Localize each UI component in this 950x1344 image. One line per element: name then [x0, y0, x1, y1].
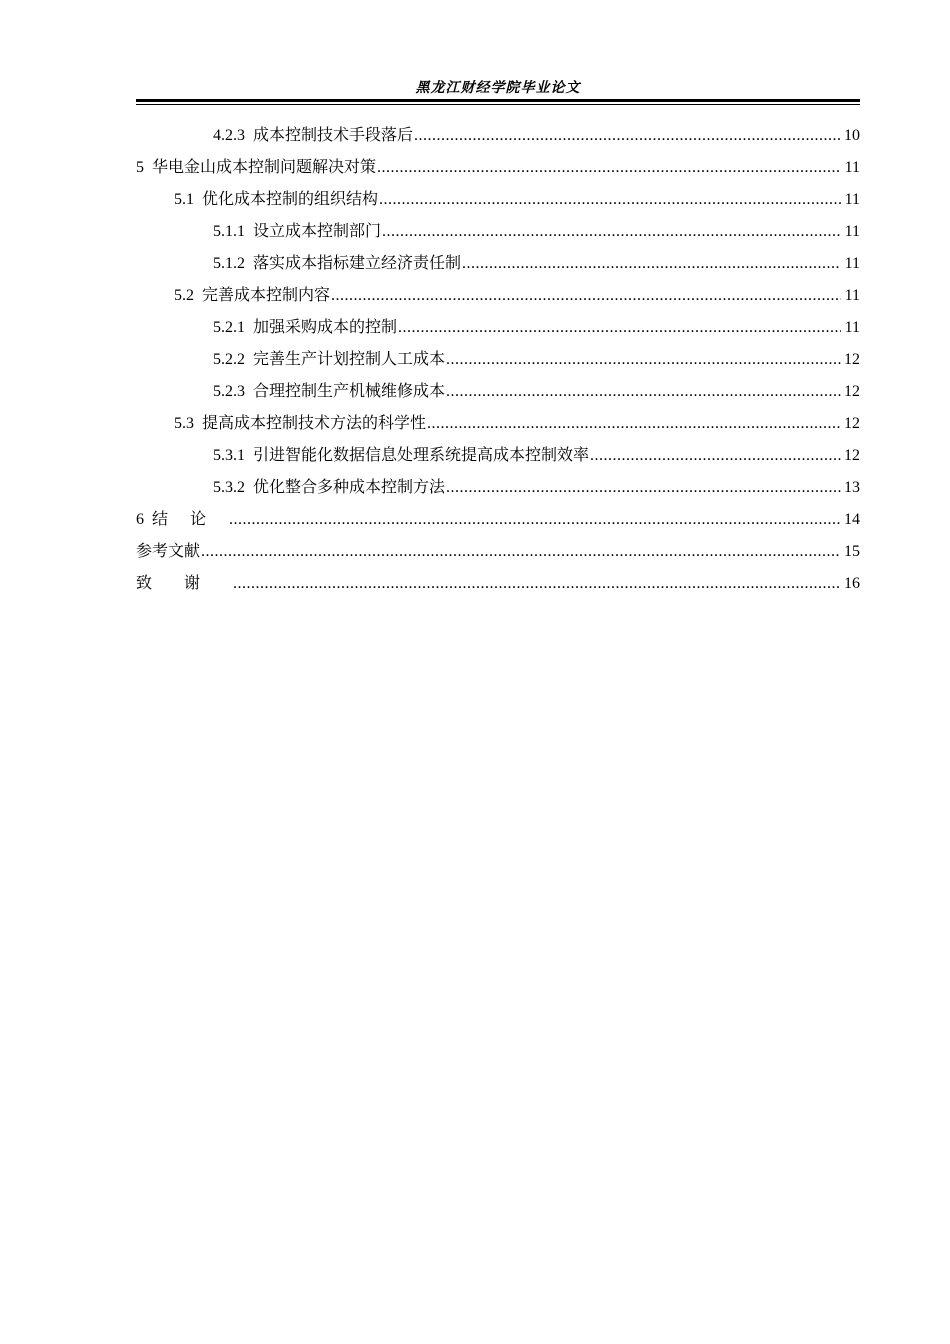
toc-leader-dots — [427, 411, 841, 437]
toc-entry-title: 完善成本控制内容 — [202, 285, 331, 304]
toc-entry-title: 华电金山成本控制问题解决对策 — [152, 157, 377, 176]
toc-entry-number: 6 — [136, 511, 144, 528]
toc-entry-number: 5.1 — [174, 191, 194, 208]
toc-leader-dots — [398, 315, 841, 341]
toc-entry-number: 5.2.1 — [213, 319, 245, 336]
toc-leader-dots — [446, 379, 841, 405]
toc-entry-page: 16 — [844, 575, 860, 592]
toc-entry-page: 15 — [844, 543, 860, 560]
toc-entry-5-2-1[interactable] — [136, 314, 860, 346]
toc-entry-references[interactable] — [136, 538, 860, 570]
toc-entry-page: 12 — [844, 447, 860, 464]
toc-entry-page: 10 — [844, 127, 860, 144]
toc-entry-title: 成本控制技术手段落后 — [253, 125, 414, 144]
toc-entry-page: 11 — [844, 223, 860, 240]
toc-entry-title: 合理控制生产机械维修成本 — [253, 381, 446, 400]
toc-leader-dots — [446, 475, 841, 501]
toc-leader-dots — [233, 571, 841, 597]
header-rule-thin — [136, 104, 860, 105]
toc-entry-title: 结论 — [152, 509, 229, 528]
toc-entry-title: 设立成本控制部门 — [253, 221, 382, 240]
toc-entry-page: 12 — [844, 383, 860, 400]
toc-leader-dots — [331, 283, 841, 309]
toc-entry-number: 5.2.3 — [213, 383, 245, 400]
toc-entry-number: 5.2 — [174, 287, 194, 304]
toc-entry-page: 12 — [844, 351, 860, 368]
toc-entry-acknowledgements[interactable] — [136, 570, 860, 602]
table-of-contents — [136, 122, 860, 602]
toc-entry-title: 优化成本控制的组织结构 — [202, 189, 379, 208]
toc-entry-5-2-2[interactable] — [136, 346, 860, 378]
page-header-title: 黑龙江财经学院毕业论文 — [415, 80, 581, 96]
toc-entry-title: 参考文献 — [136, 541, 201, 560]
toc-entry-6[interactable] — [136, 506, 860, 538]
toc-leader-dots — [377, 155, 841, 181]
toc-entry-5-2[interactable] — [136, 282, 860, 314]
toc-entry-5-3-1[interactable] — [136, 442, 860, 474]
toc-entry-page: 11 — [844, 255, 860, 272]
toc-entry-title: 引进智能化数据信息处理系统提高成本控制效率 — [253, 445, 590, 464]
toc-entry-5-2-3[interactable] — [136, 378, 860, 410]
toc-entry-4-2-3[interactable] — [136, 122, 860, 154]
toc-leader-dots — [590, 443, 841, 469]
toc-entry-page: 11 — [844, 319, 860, 336]
toc-entry-5[interactable] — [136, 154, 860, 186]
toc-entry-number: 4.2.3 — [213, 127, 245, 144]
toc-entry-page: 11 — [844, 191, 860, 208]
toc-entry-page: 12 — [844, 415, 860, 432]
toc-leader-dots — [446, 347, 841, 373]
toc-entry-5-3-2[interactable] — [136, 474, 860, 506]
toc-entry-number: 5.1.2 — [213, 255, 245, 272]
header-rule-thick — [136, 99, 860, 102]
toc-leader-dots — [379, 187, 841, 213]
toc-entry-number: 5.3.1 — [213, 447, 245, 464]
toc-entry-5-1-2[interactable] — [136, 250, 860, 282]
toc-entry-number: 5 — [136, 159, 144, 176]
toc-entry-page: 11 — [844, 159, 860, 176]
toc-entry-page: 11 — [844, 287, 860, 304]
toc-leader-dots — [382, 219, 841, 245]
toc-entry-number: 5.1.1 — [213, 223, 245, 240]
toc-entry-5-1[interactable] — [136, 186, 860, 218]
toc-leader-dots — [462, 251, 841, 277]
toc-entry-title: 致谢 — [136, 573, 233, 592]
toc-entry-title: 提高成本控制技术方法的科学性 — [202, 413, 427, 432]
toc-entry-title: 优化整合多种成本控制方法 — [253, 477, 446, 496]
toc-entry-page: 14 — [844, 511, 860, 528]
toc-leader-dots — [229, 507, 841, 533]
toc-leader-dots — [414, 123, 841, 149]
toc-entry-title: 加强采购成本的控制 — [253, 317, 398, 336]
toc-entry-5-3[interactable] — [136, 410, 860, 442]
toc-entry-5-1-1[interactable] — [136, 218, 860, 250]
toc-entry-number: 5.2.2 — [213, 351, 245, 368]
toc-entry-page: 13 — [844, 479, 860, 496]
toc-entry-number: 5.3 — [174, 415, 194, 432]
toc-entry-title: 落实成本指标建立经济责任制 — [253, 253, 462, 272]
toc-entry-number: 5.3.2 — [213, 479, 245, 496]
toc-entry-title: 完善生产计划控制人工成本 — [253, 349, 446, 368]
toc-leader-dots — [201, 539, 841, 565]
